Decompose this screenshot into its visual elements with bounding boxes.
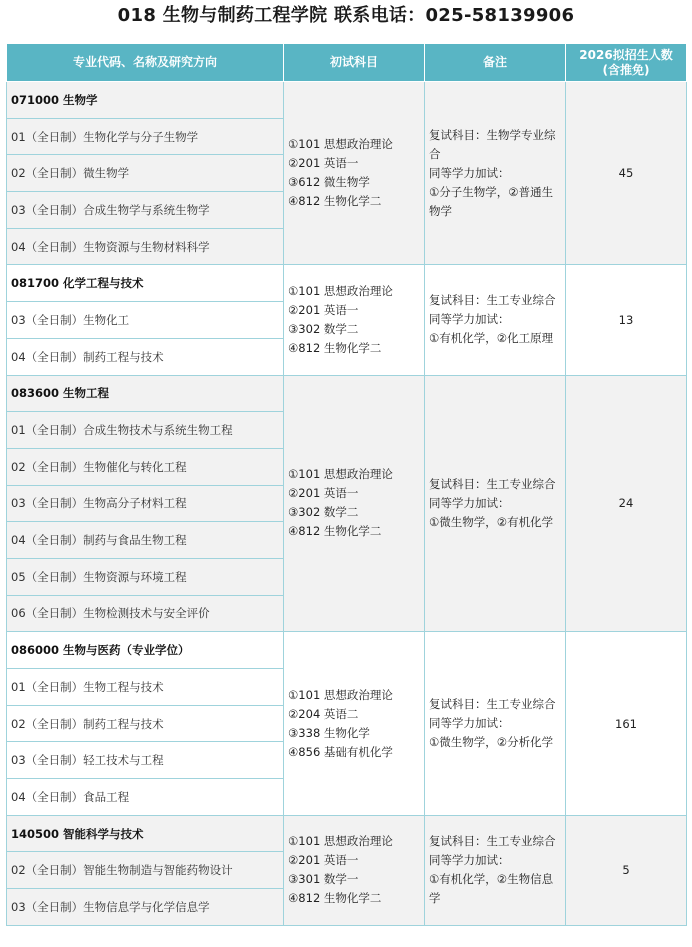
major-name: 086000 生物与医药（专业学位） <box>7 632 284 669</box>
major-name: 140500 智能科学与技术 <box>7 815 284 852</box>
exam-subject: ③302 数学二 <box>288 321 359 336</box>
exam-subject: ①101 思想政治理论 <box>288 283 393 298</box>
note-line: 同等学力加试： <box>429 495 510 510</box>
exam-subject: ④812 生物化学二 <box>288 524 382 539</box>
exam-subject: ①101 思想政治理论 <box>288 687 393 702</box>
note-line: 同等学力加试： <box>429 312 510 327</box>
exam-subject: ②201 英语一 <box>288 302 359 317</box>
research-direction: 02（全日制）生物催化与转化工程 <box>7 448 284 485</box>
table-row <box>7 82 687 119</box>
quota-cell: 161 <box>566 632 687 815</box>
notes-cell <box>425 632 566 815</box>
exam-subjects-cell <box>284 815 425 925</box>
header-major: 专业代码、名称及研究方向 <box>7 44 284 82</box>
research-direction: 04（全日制）制药工程与技术 <box>7 338 284 375</box>
note-line: 复试科目：生物学专业综合 <box>429 127 556 161</box>
note-line: 同等学力加试： <box>429 165 510 180</box>
research-direction: 02（全日制）微生物学 <box>7 155 284 192</box>
notes-cell <box>425 265 566 375</box>
exam-subject: ②201 英语一 <box>288 156 359 171</box>
quota-cell: 45 <box>566 82 687 265</box>
quota-cell: 24 <box>566 375 687 632</box>
exam-subject: ②201 英语一 <box>288 486 359 501</box>
header-quota-line: (含推免) <box>602 62 650 77</box>
table-body <box>7 82 687 926</box>
page-title: 018 生物与制药工程学院 联系电话：025-58139906 <box>117 5 575 26</box>
exam-subject: ①101 思想政治理论 <box>288 834 393 849</box>
header-quota-line: 2026拟招生人数 <box>579 47 673 62</box>
research-direction: 04（全日制）食品工程 <box>7 779 284 816</box>
quota-cell: 13 <box>566 265 687 375</box>
note-line: ①有机化学，②化工原理 <box>429 331 554 346</box>
research-direction: 05（全日制）生物资源与环境工程 <box>7 558 284 595</box>
exam-subject: ②204 英语二 <box>288 706 359 721</box>
research-direction: 03（全日制）生物信息学与化学信息学 <box>7 889 284 926</box>
exam-subject: ④812 生物化学二 <box>288 340 382 355</box>
exam-subject: ③612 微生物学 <box>288 175 370 190</box>
research-direction: 01（全日制）合成生物技术与系统生物工程 <box>7 412 284 449</box>
exam-subject: ③301 数学一 <box>288 872 359 887</box>
research-direction: 03（全日制）合成生物学与系统生物学 <box>7 192 284 229</box>
notes-cell <box>425 82 566 265</box>
research-direction: 03（全日制）轻工技术与工程 <box>7 742 284 779</box>
research-direction: 04（全日制）生物资源与生物材料科学 <box>7 228 284 265</box>
major-name: 071000 生物学 <box>7 82 284 119</box>
major-name: 083600 生物工程 <box>7 375 284 412</box>
exam-subject: ④856 基础有机化学 <box>288 744 393 759</box>
note-line: 复试科目：生工专业综合 <box>429 834 556 849</box>
exam-subjects-cell <box>284 82 425 265</box>
notes-cell <box>425 375 566 632</box>
note-line: 复试科目：生工专业综合 <box>429 697 556 712</box>
exam-subject: ③338 生物化学 <box>288 725 370 740</box>
note-line: 同等学力加试： <box>429 716 510 731</box>
exam-subjects-cell <box>284 632 425 815</box>
research-direction: 03（全日制）生物化工 <box>7 302 284 339</box>
research-direction: 06（全日制）生物检测技术与安全评价 <box>7 595 284 632</box>
table-row <box>7 265 687 302</box>
exam-subject: ④812 生物化学二 <box>288 194 382 209</box>
header-quota <box>566 44 687 82</box>
research-direction: 02（全日制）智能生物制造与智能药物设计 <box>7 852 284 889</box>
header-notes: 备注 <box>425 44 566 82</box>
research-direction: 03（全日制）生物高分子材料工程 <box>7 485 284 522</box>
table-row <box>7 815 687 852</box>
research-direction: 04（全日制）制药与食品生物工程 <box>7 522 284 559</box>
table-header-row <box>7 44 687 82</box>
note-line: ①分子生物学，②普通生物学 <box>429 184 554 218</box>
exam-subjects-cell <box>284 375 425 632</box>
note-line: ①有机化学，②生物信息学 <box>429 872 554 906</box>
research-direction: 01（全日制）生物工程与技术 <box>7 669 284 706</box>
table-row <box>7 375 687 412</box>
admissions-table <box>6 43 687 926</box>
major-name: 081700 化学工程与技术 <box>7 265 284 302</box>
exam-subject: ②201 英语一 <box>288 853 359 868</box>
research-direction: 02（全日制）制药工程与技术 <box>7 705 284 742</box>
table-row <box>7 632 687 669</box>
exam-subject: ③302 数学二 <box>288 505 359 520</box>
note-line: ①微生物学，②分析化学 <box>429 735 554 750</box>
exam-subjects-cell <box>284 265 425 375</box>
note-line: 复试科目：生工专业综合 <box>429 293 556 308</box>
note-line: 同等学力加试： <box>429 853 510 868</box>
research-direction: 01（全日制）生物化学与分子生物学 <box>7 118 284 155</box>
exam-subject: ①101 思想政治理论 <box>288 137 393 152</box>
exam-subject: ①101 思想政治理论 <box>288 467 393 482</box>
header-subjects: 初试科目 <box>284 44 425 82</box>
note-line: 复试科目：生工专业综合 <box>429 476 556 491</box>
notes-cell <box>425 815 566 925</box>
exam-subject: ④812 生物化学二 <box>288 891 382 906</box>
note-line: ①微生物学，②有机化学 <box>429 514 554 529</box>
quota-cell: 5 <box>566 815 687 925</box>
